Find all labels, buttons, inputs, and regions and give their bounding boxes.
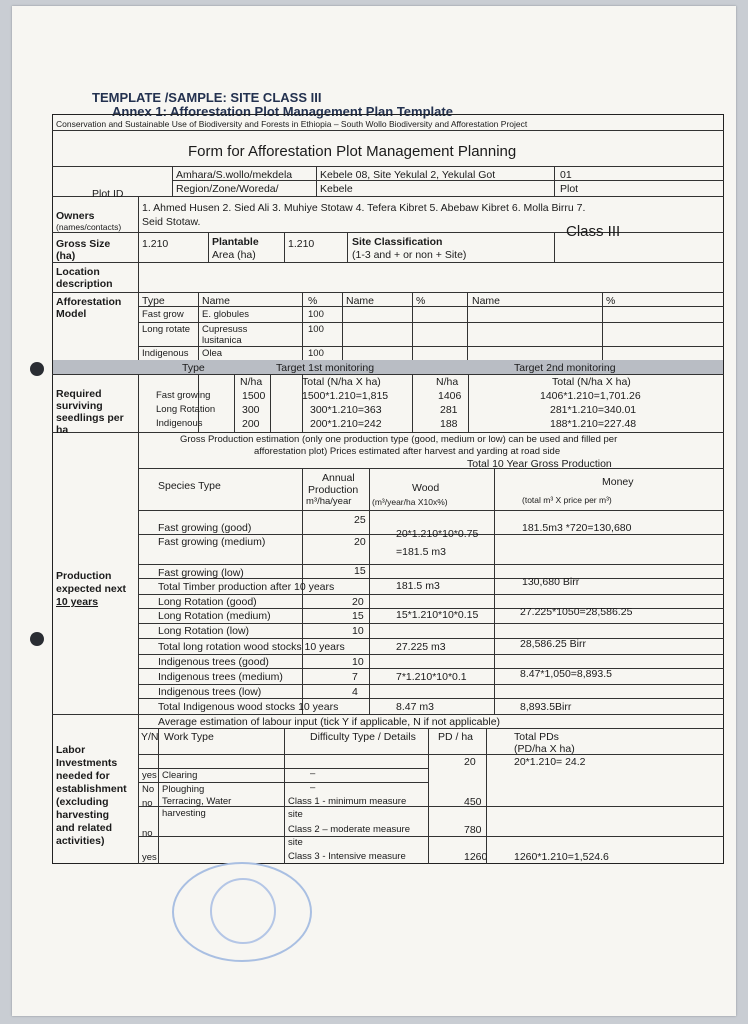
labour-difficulty: Class 2 – moderate measure	[288, 824, 410, 835]
labour-difficulty: Class 3 - Intensive measure	[288, 851, 406, 862]
site-class-value: Class III	[566, 223, 621, 240]
production-intro: Gross Production estimation (only one production type (good, medium or low) can be used and filled per	[180, 434, 618, 445]
model-col-name-2: Name	[346, 295, 375, 307]
prod-species: Total Timber production after 10 years	[158, 581, 335, 593]
seedlings-label: Required	[56, 388, 102, 400]
labour-col-pd: PD / ha	[438, 731, 474, 743]
labour-difficulty: –	[310, 782, 316, 793]
gross-size-label: Gross Size	[56, 238, 111, 250]
seedlings-row-type: Long Rotation	[156, 404, 216, 415]
labour-label: and related	[56, 822, 113, 834]
seedlings-row-t2: 188*1.210=227.48	[550, 418, 637, 430]
model-label-2: Model	[56, 308, 87, 320]
model-row-type: Indigenous	[142, 348, 189, 359]
plantable-label: Plantable	[212, 236, 259, 248]
labour-difficulty: Class 1 - minimum measure	[288, 796, 407, 807]
seedlings-label-4: ha	[56, 424, 69, 436]
model-col-type: Type	[142, 295, 165, 307]
prod-annual: 15	[352, 610, 364, 622]
region-value: Amhara/S.wollo/mekdela	[176, 169, 293, 181]
model-row-pct: 100	[308, 309, 324, 320]
prod-species: Long Rotation (medium)	[158, 610, 271, 622]
annex-heading: Annex 1: Afforestation Plot Management Plan Template	[112, 104, 453, 119]
site-classification-hint: (1-3 and + or non + Site)	[352, 249, 467, 261]
production-intro-2: afforestation plot) Prices estimated after harvest and yarding at road side	[254, 446, 561, 457]
prod-annual: 4	[352, 686, 358, 698]
seedlings-row-n1: 1500	[242, 390, 266, 402]
plot-number-label: Plot	[560, 183, 579, 195]
seedlings-row-n2: 188	[440, 418, 458, 430]
labour-yn: no	[142, 828, 153, 839]
location-label-2: description	[56, 278, 113, 290]
prod-wood: 181.5 m3	[396, 580, 440, 592]
labour-yn: No	[142, 784, 155, 795]
model-row-name: Cupresuss	[202, 324, 248, 335]
site-classification-label: Site Classification	[352, 236, 443, 248]
labour-yn: yes	[142, 852, 157, 863]
prod-annual: 10	[352, 625, 364, 637]
prod-species: Indigenous trees (medium)	[158, 671, 283, 683]
model-row-name: Olea	[202, 348, 223, 359]
prod-wood: 7*1.210*10*0.1	[396, 671, 467, 683]
labour-pd: 20	[464, 756, 476, 768]
annual-unit: m³/ha/year	[306, 496, 352, 507]
location-label: Location	[56, 266, 100, 278]
labour-difficulty-2: site	[288, 809, 303, 820]
plantable-unit: Area (ha)	[212, 249, 256, 261]
owners-list-continued: Seid Stotaw.	[142, 216, 201, 228]
model-row-name-2: lusitanica	[202, 335, 242, 346]
prod-annual: 25	[354, 514, 366, 526]
annual-heading: Annual	[322, 472, 355, 484]
prod-species: Indigenous trees (low)	[158, 686, 262, 698]
seedlings-row-n1: 300	[242, 404, 260, 416]
prod-annual: 7	[352, 671, 358, 683]
target-2-nha: N/ha	[436, 376, 459, 388]
labour-intro: Average estimation of labour input (tick Y if applicable, N if not applicable)	[158, 716, 501, 728]
prod-money: 27.225*1050=28,586.25	[520, 606, 633, 618]
kebele-value: Kebele 08, Site Yekulal 2, Yekulal Got	[320, 169, 496, 181]
labour-work-2: harvesting	[162, 808, 206, 819]
prod-wood: 20*1.210*10*0.75	[396, 528, 479, 540]
seedlings-row-n2: 281	[440, 404, 458, 416]
seedlings-label-2: surviving	[56, 400, 103, 412]
model-row-pct: 100	[308, 348, 324, 359]
prod-species: Indigenous trees (good)	[158, 656, 269, 668]
labour-label: harvesting	[56, 809, 110, 821]
labour-label: needed for	[56, 770, 110, 782]
binder-hole	[30, 632, 44, 646]
prod-species: Fast growing (good)	[158, 522, 252, 534]
labour-label: activities)	[56, 835, 105, 847]
model-row-type: Fast grow	[142, 309, 184, 320]
seedlings-row-t1: 1500*1.210=1,815	[302, 390, 389, 402]
labour-pd: 450	[464, 796, 482, 808]
document-page	[12, 6, 736, 1016]
prod-species: Long Rotation (good)	[158, 596, 257, 608]
labour-col-yn: Y/N	[141, 731, 159, 743]
owners-label: Owners	[56, 210, 95, 222]
target-1-total: Total (N/ha X ha)	[302, 376, 381, 388]
seedlings-row-type: Indigenous	[156, 418, 203, 429]
model-col-name: Name	[202, 295, 231, 307]
labour-difficulty: –	[310, 768, 316, 779]
target-1-nha: N/ha	[240, 376, 263, 388]
model-col-pct-2: %	[416, 295, 426, 307]
prod-annual: 15	[354, 565, 366, 577]
model-col-name-3: Name	[472, 295, 501, 307]
seedlings-label-3: seedlings per	[56, 412, 124, 424]
labour-work: Clearing	[162, 770, 198, 781]
target-1-heading: Target 1st monitoring	[276, 362, 375, 374]
prod-species: Long Rotation (low)	[158, 625, 250, 637]
labour-total: 1260*1.210=1,524.6	[514, 851, 609, 863]
species-type-heading: Species Type	[158, 480, 221, 492]
owners-sublabel: (names/contacts)	[56, 222, 122, 232]
seedlings-row-n2: 1406	[438, 390, 462, 402]
prod-money: 130,680 Birr	[522, 576, 580, 588]
template-heading: TEMPLATE /SAMPLE: SITE CLASS III	[92, 90, 322, 105]
money-heading: Money	[602, 476, 634, 488]
seedlings-row-type: Fast growing	[156, 390, 211, 401]
labour-col-total: Total PDs	[514, 731, 559, 743]
seedlings-row-t2: 1406*1.210=1,701.26	[540, 390, 641, 402]
labour-total: 20*1.210= 24.2	[514, 756, 586, 768]
prod-species: Fast growing (medium)	[158, 536, 266, 548]
money-unit: (total m³ X price per m³)	[522, 495, 612, 505]
production-label-2: expected next	[56, 583, 127, 595]
model-row-pct: 100	[308, 324, 324, 335]
labour-pd: 780	[464, 824, 482, 836]
wood-unit: (m³/year/ha X10x%)	[372, 497, 448, 507]
seedlings-row-t1: 200*1.210=242	[310, 418, 382, 430]
total-10-year-heading: Total 10 Year Gross Production	[467, 458, 612, 470]
seedlings-row-t1: 300*1.210=363	[310, 404, 382, 416]
prod-money: 28,586.25 Birr	[520, 638, 586, 650]
labour-difficulty-2: site	[288, 837, 303, 848]
gross-size-value: 1.210	[142, 238, 169, 250]
production-label: Production	[56, 570, 112, 582]
labour-work: Ploughing	[162, 784, 205, 795]
prod-species: Total long rotation wood stocks 10 years	[158, 641, 345, 653]
labour-label: Investments	[56, 757, 118, 769]
prod-money: 8.47*1,050=8,893.5	[520, 668, 612, 680]
labour-label: establishment	[56, 783, 127, 795]
owners-list: 1. Ahmed Husen 2. Sied Ali 3. Muhiye Stotaw 4. Tefera Kibret 5. Abebaw Kibret 6. Molla Birru 7.	[142, 202, 586, 214]
prod-wood: 15*1.210*10*0.15	[396, 609, 479, 621]
project-name: Conservation and Sustainable Use of Biodiversity and Forests in Ethiopia – South Wollo Biodiversity and Afforestation Project	[56, 119, 528, 129]
labour-label: (excluding	[56, 796, 109, 808]
labour-col-difficulty: Difficulty Type / Details	[310, 731, 416, 743]
plot-id-label: Plot ID	[92, 188, 124, 200]
wood-heading: Wood	[412, 482, 440, 494]
prod-species: Fast growing (low)	[158, 567, 244, 579]
labour-work: Terracing, Water	[162, 796, 232, 807]
seedlings-col-type: Type	[182, 362, 205, 374]
seedlings-row-n1: 200	[242, 418, 260, 430]
production-label-3: 10 years	[56, 596, 99, 608]
prod-annual: 20	[354, 536, 366, 548]
kebele-label: Kebele	[320, 183, 353, 195]
plot-number-value: 01	[560, 169, 572, 181]
prod-wood: 8.47 m3	[396, 701, 434, 713]
labour-yn: no	[142, 798, 153, 809]
gross-size-unit: (ha)	[56, 250, 76, 262]
region-label: Region/Zone/Woreda/	[176, 183, 279, 195]
model-row-type: Long rotate	[142, 324, 191, 335]
production-heading: Production	[308, 484, 359, 496]
target-2-total: Total (N/ha X ha)	[552, 376, 631, 388]
target-2-heading: Target 2nd monitoring	[514, 362, 616, 374]
prod-annual: 20	[352, 596, 364, 608]
prod-money: 181.5m3 *720=130,680	[522, 522, 632, 534]
labour-col-work: Work Type	[164, 731, 214, 743]
prod-money: 8,893.5Birr	[520, 701, 572, 713]
model-label: Afforestation	[56, 296, 122, 308]
seedlings-row-t2: 281*1.210=340.01	[550, 404, 637, 416]
model-col-pct: %	[308, 295, 318, 307]
labour-col-total-2: (PD/ha X ha)	[514, 743, 575, 755]
plantable-value: 1.210	[288, 238, 315, 250]
model-row-name: E. globules	[202, 309, 250, 320]
labour-yn: yes	[142, 770, 157, 781]
labour-label: Labor	[56, 744, 86, 756]
labour-pd: 1260	[464, 851, 488, 863]
prod-species: Total Indigenous wood stocks 10 years	[158, 701, 339, 713]
binder-hole	[30, 362, 44, 376]
form-title: Form for Afforestation Plot Management Planning	[188, 143, 517, 160]
model-col-pct-3: %	[606, 295, 616, 307]
prod-annual: 10	[352, 656, 364, 668]
official-stamp-inner	[210, 878, 276, 944]
prod-wood-2: =181.5 m3	[396, 546, 446, 558]
prod-wood: 27.225 m3	[396, 641, 446, 653]
